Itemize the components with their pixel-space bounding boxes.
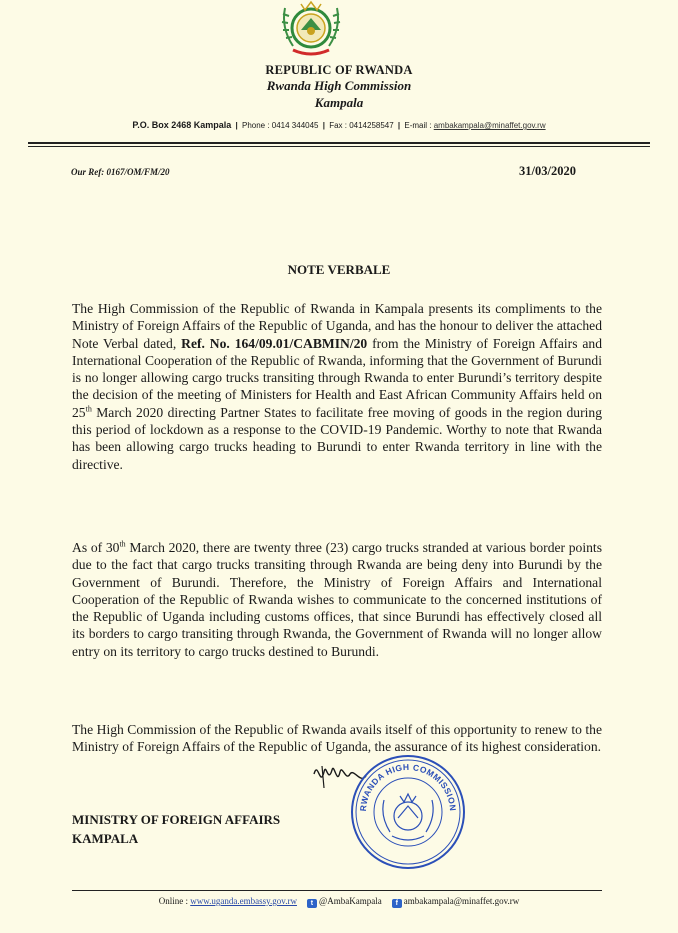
twitter-handle[interactable]: @AmbaKampala [318,896,382,906]
fax: Fax : 0414258547 [329,121,394,130]
paragraph-1 [72,300,602,473]
phone: Phone : 0414 344045 [241,121,319,130]
document-date: 31/03/2020 [519,164,576,178]
footer-divider [72,890,602,891]
paragraph-2-text: As of 30 [72,540,120,555]
stamp-text: RWANDA HIGH COMMISSION [357,761,459,812]
paragraph-1-text-3: March 2020 directing Partner States to facilitate free moving of goods in the region during this period of lockdown as a response to the COVID-19 Pandemic. Worthy to note that Rwanda has been allowing cargo trucks heading to Burundi to enter Rwanda territory in line with the directive. [72,404,602,472]
footer [0,896,678,908]
rwanda-coat-of-arms-icon [271,0,351,58]
signatory-line-1: MINISTRY OF FOREIGN AFFAIRS [72,812,281,827]
official-stamp [348,752,468,872]
letterhead-contact: P.O. Box 2468 Kampala | Phone : 0414 344045 | Fax : 0414258547 | E-mail : ambakampala@minaffet.gov.rw [132,120,546,130]
document-title: NOTE VERBALE [287,262,391,277]
paragraph-1-reference: Ref. No. 164/09.01/CABMIN/20 [181,335,368,351]
paragraph-2-text-2: March 2020, there are twenty three (23) cargo trucks stranded at various border points due to the fact that cargo trucks transiting through Rwanda are being deny into Burundi by the Government of Burundi. Therefore, the Ministry of Foreign Affairs and International Cooperation of the Republic of Rwanda wishes to communicate to the concerned institutions of the Republic of Uganda including customs offices, that since Burundi has effectively closed all its borders to cargo transiting through Rwanda, the Government of Rwanda will no longer allow entry on its territory to cargo trucks destined to Burundi. [72,540,602,659]
po-box: P.O. Box 2468 Kampala [132,120,232,130]
paragraph-1-text-2: from the Ministry of Foreign Affairs and International Cooperation of the Republic of Rwanda, informing that the Government of Burundi is no longer allowing cargo trucks transiting through Rwanda to enter Burundi’s territory despite the decision of the meeting of Ministers for Health and East African Community Affairs held on 25 [72,335,603,420]
letterhead-divider [28,142,650,147]
paragraph-1-text: The High Commission of the Republic of Rwanda in Kampala presents its compliments to the Ministry of Foreign Affairs of the Republic of Uganda, and has the honour to deliver the attached Note Verbal dated, [72,301,602,351]
paragraph-3: The High Commission of the Republic of Rwanda avails itself of this opportunity to renew to the Ministry of Foreign Affairs of the Republic of Uganda, the assurance of its highest consideration. [72,722,602,755]
online-label: Online : [158,896,191,906]
paragraph-2 [72,539,602,660]
paragraph-2-sup: th [119,539,126,549]
email-label: E-mail : [404,121,434,130]
reference-number: Our Ref: 0167/OM/FM/20 [71,167,170,177]
paragraph-1-sup: th [85,404,92,414]
email-link[interactable]: ambakampala@minaffet.gov.rw [433,121,546,130]
letterhead-country: REPUBLIC OF RWANDA [265,63,413,77]
facebook-icon: f [392,899,402,908]
letterhead-city: Kampala [314,95,364,110]
website-link[interactable]: www.uganda.embassy.gov.rw [190,896,297,906]
signatory-line-2: KAMPALA [72,831,139,846]
facebook-handle[interactable]: ambakampala@minaffet.gov.rw [403,896,520,906]
twitter-icon: t [307,899,317,908]
letterhead-mission: Rwanda High Commission [266,78,412,93]
